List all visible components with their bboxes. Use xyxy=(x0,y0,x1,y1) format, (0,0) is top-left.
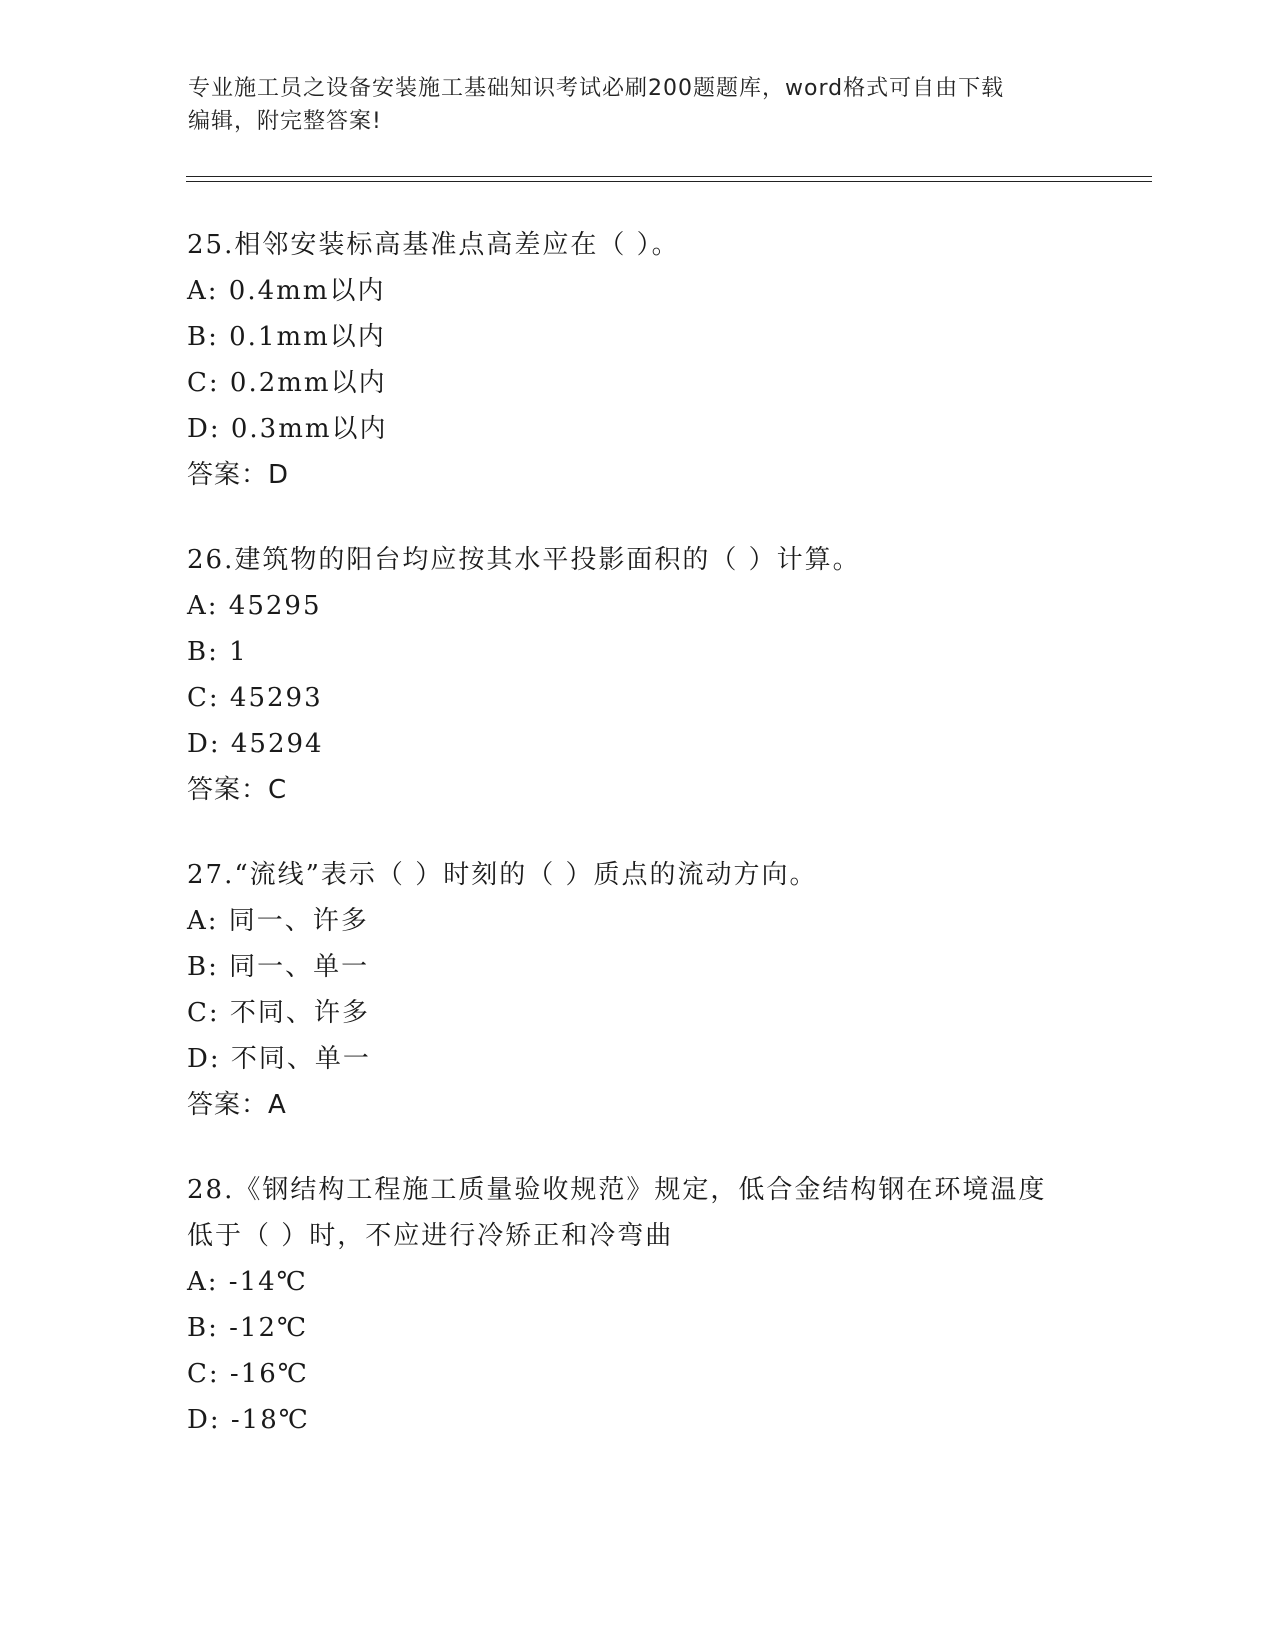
answer-label: 答案：C xyxy=(187,775,288,805)
question-stem xyxy=(187,1167,1107,1259)
option-a: A: 0.4mm以内 xyxy=(187,276,386,306)
question-stem xyxy=(187,537,1107,583)
question-25 xyxy=(187,222,1107,498)
option-c: C: 45293 xyxy=(187,683,323,713)
option-b: B: 同一、单一 xyxy=(187,952,370,982)
option-b: B: -12℃ xyxy=(187,1313,309,1343)
option-a: A: -14℃ xyxy=(187,1267,308,1297)
document-header xyxy=(188,72,1088,138)
option-a: A: 同一、许多 xyxy=(187,906,369,936)
header-divider-bottom xyxy=(186,181,1152,182)
option-c: C: -16℃ xyxy=(187,1359,309,1389)
stem-line: 25.相邻安装标高基准点高差应在（ ）。 xyxy=(187,230,680,260)
answer-label: 答案：D xyxy=(187,460,290,490)
stem-line: 低于（ ）时，不应进行冷矫正和冷弯曲 xyxy=(187,1221,674,1251)
option-d: D: 45294 xyxy=(187,729,324,759)
question-28 xyxy=(187,1167,1107,1443)
option-c: C: 不同、许多 xyxy=(187,998,370,1028)
stem-line: 28.《钢结构工程施工质量验收规范》规定，低合金结构钢在环境温度 xyxy=(187,1175,1047,1205)
option-d: D: 0.3mm以内 xyxy=(187,414,388,444)
option-c: C: 0.2mm以内 xyxy=(187,368,387,398)
question-27 xyxy=(187,852,1107,1128)
option-d: D: -18℃ xyxy=(187,1405,310,1435)
option-b: B: 1 xyxy=(187,637,248,667)
option-d: D: 不同、单一 xyxy=(187,1044,371,1074)
header-line-1: 专业施工员之设备安装施工基础知识考试必刷200题题库，word格式可自由下载 xyxy=(188,76,1005,101)
option-a: A: 45295 xyxy=(187,591,322,621)
stem-line: 26.建筑物的阳台均应按其水平投影面积的（ ）计算。 xyxy=(187,545,861,575)
question-26 xyxy=(187,537,1107,813)
question-stem xyxy=(187,222,1107,268)
header-line-2: 编辑，附完整答案! xyxy=(188,109,382,134)
question-stem xyxy=(187,852,1107,898)
option-b: B: 0.1mm以内 xyxy=(187,322,386,352)
answer-label: 答案：A xyxy=(187,1090,287,1120)
stem-line: 27.“流线”表示（ ）时刻的（ ）质点的流动方向。 xyxy=(187,860,818,890)
header-divider-top xyxy=(186,176,1152,177)
